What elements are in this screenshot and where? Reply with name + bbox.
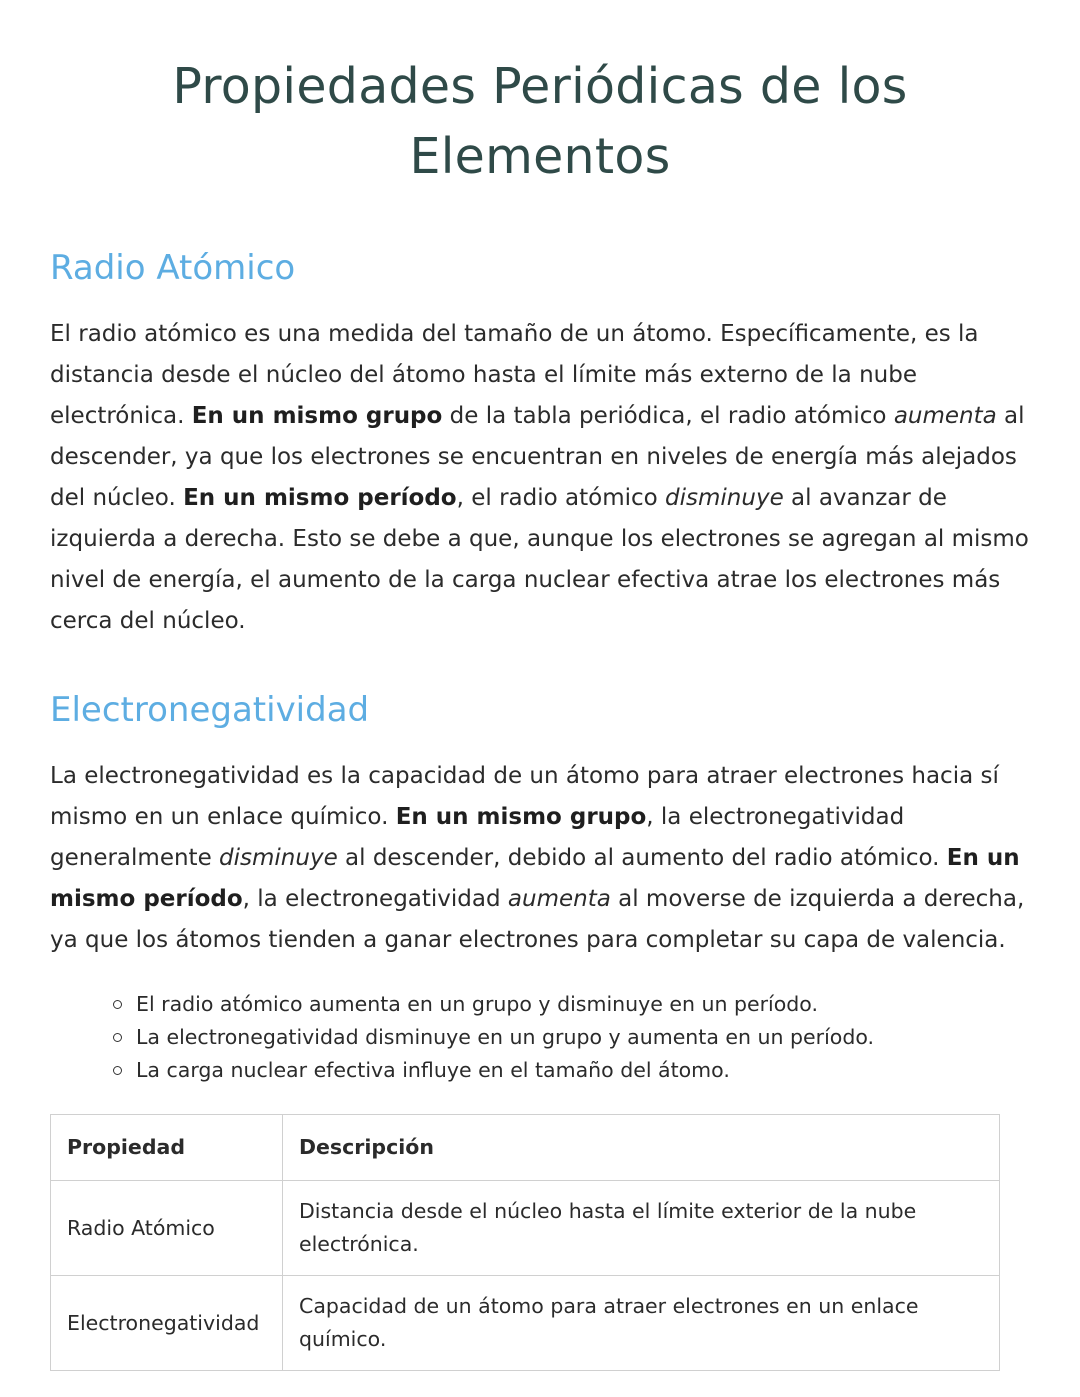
- circle-bullet-icon: [113, 1000, 122, 1009]
- bold-text: En un mismo período: [183, 485, 457, 511]
- text-run: El radio atómico es una medida del tamaño de un átomo. Específicamente, es la distancia desde el núcleo del átomo hasta el límite más externo de la nube electrónica.: [50, 321, 979, 429]
- section-heading-electronegatividad: Electronegatividad: [50, 690, 370, 730]
- italic-text: disminuye: [219, 845, 338, 871]
- italic-text: disminuye: [665, 485, 784, 511]
- text-run: , el radio atómico: [456, 485, 666, 511]
- circle-bullet-icon: [113, 1033, 122, 1042]
- text-run: de la tabla periódica, el radio atómico: [442, 403, 894, 429]
- text-run: al avanzar de izquierda a derecha. Esto se debe a que, aunque los electrones se agregan al mismo nivel de energía, el aumento de la carga nuclear efectiva atrae los electrones más cerca del núcleo.: [50, 485, 1029, 634]
- column-header-propiedad: Propiedad: [51, 1115, 283, 1181]
- text-run: al descender, debido al aumento del radio atómico.: [337, 845, 947, 871]
- bold-text: En un mismo grupo: [191, 403, 443, 429]
- bold-text: En un mismo período: [50, 845, 1020, 912]
- table-cell-propiedad: Electronegatividad: [51, 1276, 283, 1371]
- text-run: , la electronegatividad generalmente: [50, 804, 905, 871]
- column-header-descripcion: Descripción: [283, 1115, 1000, 1181]
- section-heading-radio-atomico: Radio Atómico: [50, 248, 296, 288]
- text-run: La electronegatividad es la capacidad de un átomo para atraer electrones hacia sí mismo en un enlace químico.: [50, 763, 999, 830]
- page-title-line-1: Propiedades Periódicas de los: [172, 58, 908, 115]
- italic-text: aumenta: [893, 403, 997, 429]
- list-item: [136, 1054, 1030, 1087]
- italic-text: aumenta: [507, 886, 611, 912]
- page-title: [50, 0, 1030, 192]
- summary-list: [50, 988, 1030, 1087]
- list-item: [136, 988, 1030, 1021]
- circle-bullet-icon: [113, 1066, 122, 1075]
- table-cell-propiedad: Radio Atómico: [51, 1181, 283, 1276]
- properties-table: [50, 1114, 1000, 1371]
- table-header-row: [51, 1115, 1000, 1181]
- table-row: [51, 1181, 1000, 1276]
- table-cell-descripcion: Distancia desde el núcleo hasta el límite exterior de la nube electrónica.: [283, 1181, 1000, 1276]
- list-item: [136, 1021, 1030, 1054]
- list-item-text: La electronegatividad disminuye en un grupo y aumenta en un período.: [136, 1025, 875, 1049]
- table-cell-descripcion: Capacidad de un átomo para atraer electrones en un enlace químico.: [283, 1276, 1000, 1371]
- text-run: , la electronegatividad: [242, 886, 508, 912]
- bold-text: En un mismo grupo: [395, 804, 647, 830]
- text-run: al descender, ya que los electrones se encuentran en niveles de energía más alejados del núcleo.: [50, 403, 1025, 511]
- page-title-line-2: Elementos: [409, 128, 671, 185]
- table-row: [51, 1276, 1000, 1371]
- paragraph-electronegatividad: [50, 756, 1030, 961]
- list-item-text: El radio atómico aumenta en un grupo y disminuye en un período.: [136, 992, 819, 1016]
- text-run: al moverse de izquierda a derecha, ya que los átomos tienden a ganar electrones para completar su capa de valencia.: [50, 886, 1025, 953]
- paragraph-radio-atomico: [50, 314, 1030, 642]
- list-item-text: La carga nuclear efectiva influye en el tamaño del átomo.: [136, 1058, 730, 1082]
